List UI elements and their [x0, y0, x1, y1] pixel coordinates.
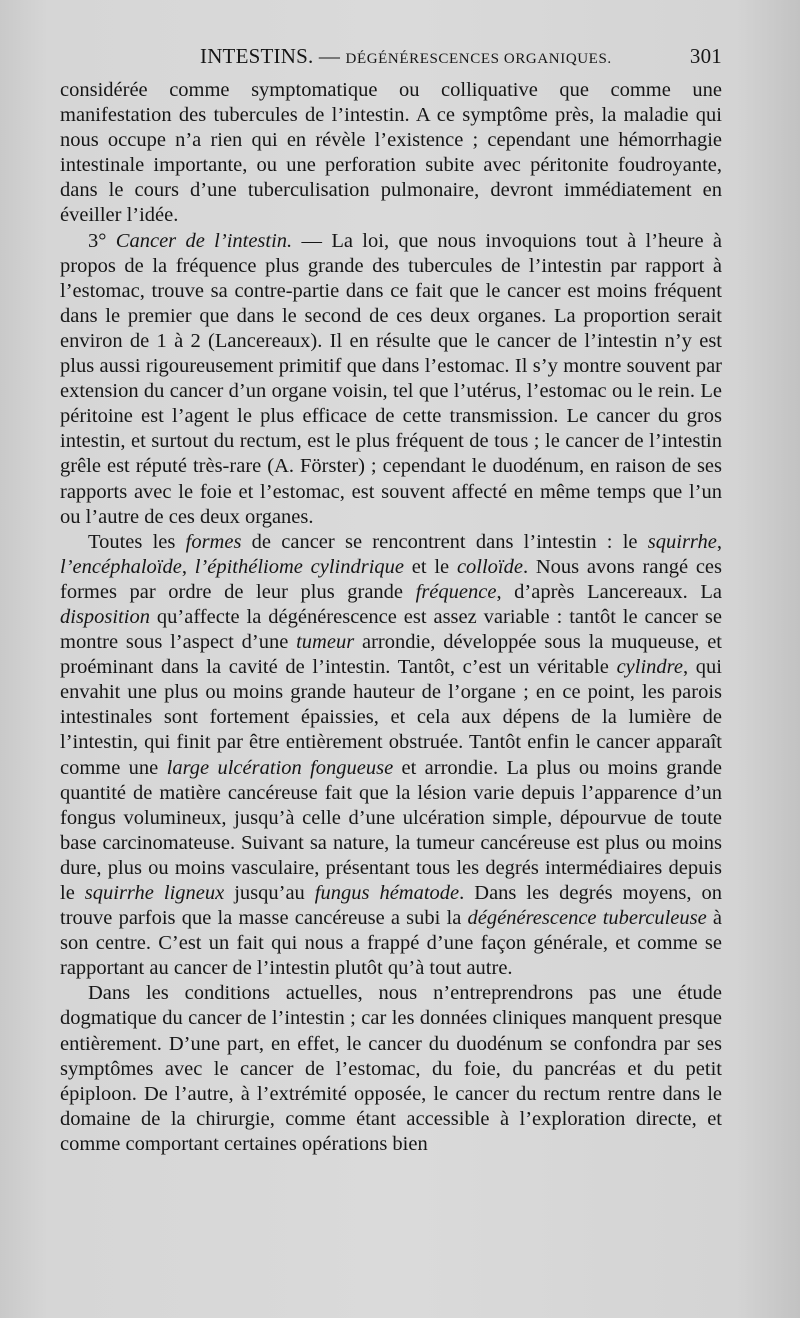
text-run: . Dans les degrés moyens, on trouve parfois que la masse cancéreuse a subi la [60, 882, 722, 930]
italic-run: fréquence [415, 580, 497, 603]
text-run: , [181, 555, 195, 578]
title-dash: — [318, 44, 341, 68]
subsection-title: DÉGÉNÉRESCENCES ORGANIQUES. [345, 51, 612, 67]
paragraph [60, 229, 722, 530]
text-run: 3° [88, 229, 116, 252]
italic-run: colloïde [456, 555, 523, 578]
text-run: arrondie, développée sous la muqueuse, et proéminant dans la cavité de l’intestin. Tantôt, c’est un véritable [60, 631, 722, 679]
text-run: de cancer se rencontrent dans l’intestin : le [241, 530, 648, 553]
text-run: . Nous avons rangé ces formes par ordre de leur plus grande [60, 555, 723, 603]
paragraph [60, 78, 722, 229]
text-run: , qui envahit une plus ou moins grande hauteur de l’organe ; en ce point, les parois intestinales sont fortement épaissies, et cela aux dépens de la lumière de l’intestin, qui finit par être entièrement obstruée. Tantôt enfin le cancer apparaît comme une [60, 656, 722, 779]
italic-run: fungus hématode [314, 882, 460, 904]
text-run: et arrondie. La plus ou moins grande quantité de matière cancéreuse fait que la lésion varie depuis l’apparence d’un fongus volumineux, jusqu’à celle d’une ulcération simple, dépourvue de toute base carcinomateuse. Suivant sa nature, la tumeur cancéreuse est plus ou moins dure, plus ou moins vasculaire, présentant tous les degrés intermédiaires depuis le [60, 756, 722, 904]
text-run: considérée comme symptomatique ou colliquative que comme une manifestation des tubercules de l’intestin. A ce symptôme près, la maladie qui nous occupe n’a rien qui en révèle l’existence ; cependant une hémorrhagie intestinale importante, ou une perforation subite avec péritonite foudroyante, dans le cours d’une tuberculisation pulmonaire, devront immédiatement en éveiller l’idée. [60, 79, 722, 227]
italic-run: l’encéphaloïde [60, 555, 182, 578]
page-number: 301 [689, 44, 722, 68]
text-run: jusqu’au [224, 882, 315, 904]
italic-run: disposition [60, 605, 150, 628]
paragraph [60, 981, 722, 1157]
italic-run: l’épithéliome cylindrique [194, 555, 405, 578]
paragraph [60, 530, 722, 982]
text-run: , [716, 530, 723, 553]
italic-run: large ulcération fongueuse [166, 756, 394, 779]
section-title: INTESTINS. [200, 44, 314, 68]
italic-run: dégénérescence tuberculeuse [467, 907, 707, 930]
text-run: à son centre. C’est un fait qui nous a frappé d’une façon générale, et comme se rapportant au cancer de l’intestin plutôt qu’à tout autre. [60, 907, 722, 980]
text-run: Toutes les [88, 530, 186, 553]
body-text [60, 78, 722, 1157]
italic-run: tumeur [296, 631, 355, 654]
text-run: qu’affecte la dégénérescence est assez variable : tantôt le cancer se montre sous l’aspect d’une [60, 605, 722, 654]
italic-run: formes [185, 530, 242, 553]
italic-run: squirrhe [647, 530, 717, 553]
text-run: Dans les conditions actuelles, nous n’entreprendrons pas une étude dogmatique du cancer de l’intestin ; car les données cliniques manquent presque entièrement. D’une part, en effet, le cancer du duodénum se confondra par ses symptômes avec le cancer de l’estomac, du foie, du pancréas et du petit épiploon. De l’autre, à l’extrémité opposée, le cancer du rectum rentre dans le domaine de la chirurgie, comme étant accessible à l’exploration directe, et comme comportant certaines opérations bien [60, 982, 722, 1155]
italic-run: squirrhe ligneux [84, 882, 225, 904]
text-run: , d’après Lancereaux. La [496, 580, 722, 603]
italic-run: Cancer de l’intestin. [115, 229, 293, 252]
running-title [200, 44, 612, 69]
running-head [60, 44, 722, 74]
text-run: — La loi, que nous invoquions tout à l’heure à propos de la fréquence plus grande des tubercules de l’intestin par rapport à l’estomac, trouve sa contre-partie dans ce fait que le cancer est moins fréquent dans le premier que dans le second de ces deux organes. La proportion serait environ de 1 à 2 (Lancereaux). Il en résulte que le cancer de l’intestin n’y est plus aussi rigoureusement primitif que dans l’estomac. Il s’y montre souvent par extension du cancer d’un organe voisin, tel que l’utérus, l’estomac ou le rein. Le péritoine est l’agent le plus efficace de cette transmission. Le cancer du gros intestin, et surtout du rectum, est le plus fréquent de tous ; le cancer de l’intestin grêle est réputé très-rare (A. Förster) ; cependant le duodénum, en raison de ses rapports avec le foie et l’estomac, est souvent affecté en même temps que l’un ou l’autre de ces deux organes. [60, 229, 722, 528]
text-run: et le [404, 555, 457, 578]
italic-run: cylindre [616, 656, 683, 679]
